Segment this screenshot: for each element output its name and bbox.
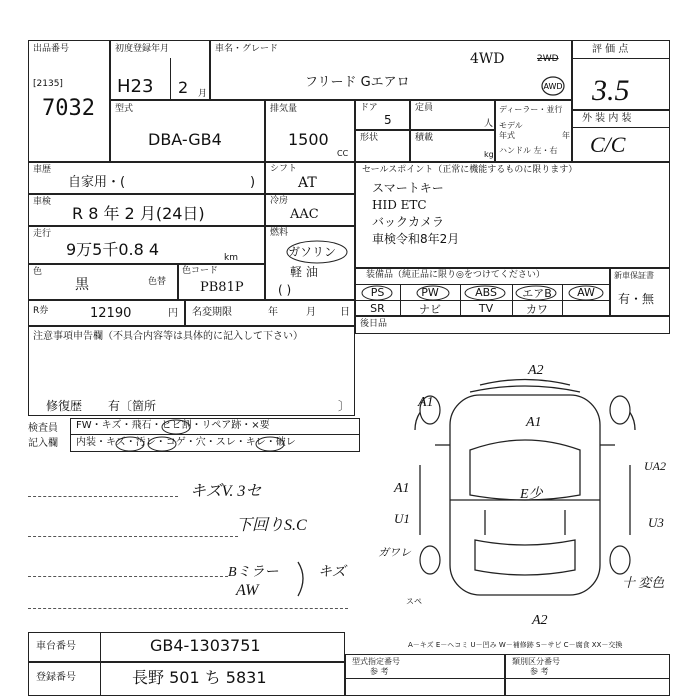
fuel-paren: ( ) [278, 283, 292, 297]
reg-era: H23 [117, 76, 154, 97]
diag-e: E少 [520, 487, 543, 502]
ext-int-value: C/C [590, 132, 626, 157]
score-label: 評 価 点 [592, 44, 629, 55]
diag-u3: U3 [648, 515, 664, 530]
svg-text:AWD: AWD [543, 82, 563, 91]
car-drive-alt: 2WD [537, 54, 559, 64]
equip-abs: ABS [475, 286, 497, 299]
equip-ps: PS [370, 286, 385, 299]
handwritten-note-1: キズV. 3セ [190, 483, 262, 500]
color-label: 色 [33, 267, 43, 277]
fuel-circle-mark-icon [284, 238, 350, 266]
equip-pw: PW [421, 286, 439, 299]
class-no-label: 類別区分番号 [512, 657, 560, 666]
mileage-unit: km [224, 253, 238, 263]
shift-label: シフト [270, 164, 298, 174]
color-value: 黒 [75, 277, 89, 293]
recycle-unit: 円 [168, 308, 178, 319]
shape-label: 形状 [360, 133, 379, 143]
equip-tv: TV [478, 302, 494, 315]
capacity-unit: 人 [484, 119, 494, 129]
equip-leather: カワ [526, 302, 548, 316]
shift-value: AT [298, 175, 317, 191]
plate-label: 登録番号 [36, 672, 76, 683]
type-cert-label: 型式指定番号 [352, 657, 400, 666]
diag-a2-bot: A2 [532, 613, 548, 628]
legend: A－キズ E－ヘコミ U－凹み W－補修跡 S－サビ C－腐食 XX－交換 [408, 641, 623, 649]
name-change-m: 月 [306, 307, 316, 318]
diag-a2-top: A2 [528, 363, 544, 378]
handwritten-bracket-icon [292, 560, 312, 600]
diag-ua2: UA2 [644, 459, 666, 473]
history-value: 自家用・( [68, 175, 126, 190]
inspector-row-2: 内装・キズ・汚レ・コゲ・穴・スレ・キレ・破レ [76, 437, 296, 448]
post-box [355, 316, 670, 334]
equip-aw: AW [577, 286, 595, 299]
name-change-label: 名変期限 [192, 307, 232, 318]
model-year-label: モデル [499, 121, 523, 130]
car-label: 車名・グレード [215, 44, 279, 54]
ac-label: 冷房 [270, 196, 289, 206]
score-value: 3.5 [592, 74, 630, 107]
engine-value: 1500 [288, 130, 329, 149]
recycle-value: 12190 [90, 306, 132, 321]
year-unit: 年 [562, 131, 570, 140]
inspection-value: R 8 年 2 月(24日) [72, 204, 205, 223]
sales-item-1: スマートキー [372, 181, 444, 195]
chassis-value: GB4-1303751 [150, 636, 261, 655]
reg-month-unit: 月 [198, 89, 208, 99]
handwritten-note-3b: AW [236, 582, 259, 599]
lot-sub: [2135] [33, 79, 63, 89]
inspector-label-2: 記入欄 [28, 438, 58, 449]
chassis-label: 車台番号 [36, 641, 76, 652]
name-change-d: 日 [340, 307, 350, 318]
history-label: 車歴 [33, 165, 52, 175]
history-box [28, 162, 265, 194]
plate-value: 長野 501 ち 5831 [132, 668, 267, 687]
sales-item-2: HID ETC [372, 198, 427, 212]
inspector-label: 検査員 [28, 423, 58, 434]
engine-label: 排気量 [270, 104, 298, 114]
diag-a1-left: A1 [394, 481, 410, 496]
sales-label: セールスポイント（正常に機能するものに限ります） [362, 165, 578, 175]
engine-unit: CC [337, 149, 349, 158]
dealer-label: ディーラー・並行 [499, 105, 563, 114]
doors-value: 5 [384, 113, 392, 127]
mileage-label: 走行 [33, 229, 52, 239]
diag-a1-tl: A1 [418, 395, 434, 410]
lot-label: 出品番号 [33, 44, 70, 54]
lot-number: 7032 [42, 96, 95, 121]
handwritten-note-2: 下回りS.C [236, 517, 307, 534]
class-no-sub: 参 考 [530, 667, 549, 676]
repair-close: 〕 [338, 399, 351, 413]
diag-u1: U1 [394, 511, 410, 526]
fuel-label: 燃料 [270, 228, 289, 238]
awd-mark-icon [539, 74, 567, 98]
equip-airbag: エアB [522, 286, 552, 300]
doors-label: ドア [360, 103, 378, 113]
diag-a1-mid: A1 [526, 415, 542, 430]
equipment-label: 装備品（純正品に限り◎をつけてください） [366, 270, 545, 280]
handwritten-note-3c: キズ [318, 565, 346, 580]
post-label: 後日品 [360, 319, 388, 329]
repair-label: 修復歴 [46, 399, 83, 413]
name-change-y: 年 [268, 307, 278, 318]
equip-sr: SR [370, 302, 385, 315]
model-value: DBA-GB4 [148, 130, 222, 149]
diag-tire-left: ガワレ [378, 547, 411, 559]
equip-navi: ナビ [419, 302, 441, 316]
handwritten-note-3: Bミラー [228, 565, 279, 580]
diag-henshoku: 十 変色 [622, 575, 665, 590]
color-code-label: 色コード [182, 266, 219, 276]
warranty-value: 有・無 [618, 292, 655, 306]
notes-label: 注意事項申告欄（不具合内容等は具体的に記入して下さい） [33, 331, 303, 342]
capacity-label: 定員 [415, 103, 434, 113]
inspection-label: 車検 [33, 197, 52, 207]
recycle-label: R券 [33, 306, 49, 316]
color-code: PB81P [200, 280, 244, 295]
color-change-label: 色替 [148, 277, 167, 287]
handle-label: ハンドル 左・右 [499, 146, 558, 155]
car-name: フリード Gエアロ [305, 75, 410, 90]
type-cert-sub: 参 考 [370, 667, 389, 676]
load-label: 積載 [415, 133, 434, 143]
mileage-value: 9万5千0.8 4 [66, 240, 160, 259]
year-label: 年式 [499, 131, 515, 140]
sales-item-4: 車検令和8年2月 [372, 232, 460, 246]
load-unit: kg [484, 150, 494, 159]
model-label: 型式 [115, 104, 134, 114]
equip-circle-marks-icon [355, 283, 610, 303]
history-close: ) [250, 175, 256, 190]
ext-int-label: 外 装 内 装 [582, 113, 632, 124]
reg-month: 2 [178, 78, 189, 97]
car-drive: 4WD [470, 51, 505, 67]
sales-item-3: バックカメラ [372, 215, 445, 229]
inspector-row-1: FW・キズ・飛石・ヒビ割・リペア跡・×要 [76, 420, 270, 431]
fuel-value: ガソリン [288, 245, 337, 259]
ac-value: AAC [290, 207, 319, 222]
warranty-label: 新車保証書 [614, 271, 654, 280]
repair-value: 有〔箇所 [108, 399, 157, 413]
fuel-alt: 軽 油 [290, 265, 318, 279]
reg-label: 初度登録年月 [115, 44, 170, 54]
diag-bot-small: スペ [406, 597, 422, 606]
inspector-circle-marks-icon [100, 416, 360, 456]
